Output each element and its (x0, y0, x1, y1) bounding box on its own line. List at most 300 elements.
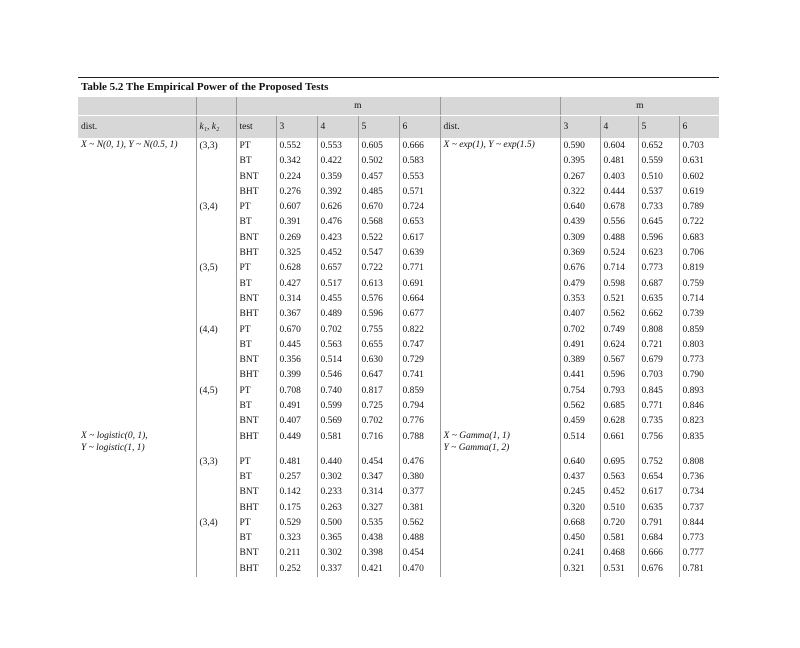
dist-left-line1: X ~ logistic(0, 1), (81, 430, 148, 441)
value-cell: 0.438 (358, 531, 399, 546)
value-cell: 0.605 (358, 138, 399, 154)
value-cell: 0.391 (276, 215, 317, 230)
value-cell: 0.407 (560, 307, 600, 322)
value-cell: 0.440 (317, 455, 358, 470)
value-cell: 0.489 (317, 307, 358, 322)
k-cell (196, 414, 236, 429)
test-cell: BHT (236, 246, 276, 261)
value-cell: 0.427 (276, 277, 317, 292)
value-cell: 0.553 (317, 138, 358, 154)
value-cell: 0.729 (399, 353, 440, 368)
value-cell: 0.581 (317, 430, 358, 455)
value-cell: 0.481 (276, 455, 317, 470)
value-cell: 0.653 (399, 215, 440, 230)
value-cell: 0.269 (276, 231, 317, 246)
value-cell: 0.789 (679, 200, 719, 215)
value-cell: 0.546 (317, 368, 358, 383)
value-cell: 0.437 (560, 470, 600, 485)
value-cell: 0.720 (600, 516, 638, 531)
value-cell: 0.635 (638, 501, 679, 516)
dist-right-line1: X ~ exp(1), Y ~ exp(1.5) (443, 140, 535, 150)
m-col-header: 5 (638, 116, 679, 139)
value-cell: 0.596 (600, 368, 638, 383)
value-cell: 0.666 (638, 546, 679, 561)
value-cell: 0.678 (600, 200, 638, 215)
table-row (78, 384, 719, 399)
table-row (78, 307, 719, 322)
dist-right (440, 170, 560, 185)
test-cell: BT (236, 277, 276, 292)
value-cell: 0.736 (679, 470, 719, 485)
value-cell: 0.655 (358, 338, 399, 353)
dist-left (78, 231, 196, 246)
value-cell: 0.685 (600, 399, 638, 414)
table-row (78, 414, 719, 429)
table-row (78, 399, 719, 414)
value-cell: 0.708 (276, 384, 317, 399)
dist-right (440, 323, 560, 338)
value-cell: 0.488 (399, 531, 440, 546)
dist-right (440, 215, 560, 230)
table-row (78, 185, 719, 200)
value-cell: 0.556 (600, 215, 638, 230)
value-cell: 0.468 (600, 546, 638, 561)
m-header-left: m (276, 97, 440, 116)
test-cell: PT (236, 323, 276, 338)
value-cell: 0.740 (317, 384, 358, 399)
m-header-right: m (560, 97, 719, 116)
dist-right (440, 353, 560, 368)
value-cell: 0.422 (317, 154, 358, 169)
value-cell: 0.445 (276, 338, 317, 353)
value-cell: 0.562 (399, 516, 440, 531)
value-cell: 0.754 (560, 384, 600, 399)
value-cell: 0.733 (638, 200, 679, 215)
k-cell (196, 562, 236, 577)
table-body (78, 138, 719, 577)
value-cell: 0.576 (358, 292, 399, 307)
table-row (78, 215, 719, 230)
value-cell: 0.571 (399, 185, 440, 200)
value-cell: 0.617 (638, 485, 679, 500)
value-cell: 0.224 (276, 170, 317, 185)
k-cell (196, 470, 236, 485)
k-cell (196, 215, 236, 230)
value-cell: 0.683 (679, 231, 719, 246)
dist-left (78, 353, 196, 368)
dist-right (440, 546, 560, 561)
table-row (78, 246, 719, 261)
value-cell: 0.485 (358, 185, 399, 200)
dist-right (440, 430, 560, 455)
value-cell: 0.679 (638, 353, 679, 368)
dist-left (78, 277, 196, 292)
table-row (78, 277, 719, 292)
test-cell: BNT (236, 292, 276, 307)
dist-right-line1: X ~ Gamma(1, 1) (443, 430, 510, 441)
value-cell: 0.703 (638, 368, 679, 383)
dist-right (440, 307, 560, 322)
value-cell: 0.631 (679, 154, 719, 169)
value-cell: 0.399 (276, 368, 317, 383)
k-cell (196, 338, 236, 353)
value-cell: 0.590 (560, 138, 600, 154)
value-cell: 0.563 (317, 338, 358, 353)
value-cell: 0.488 (600, 231, 638, 246)
value-cell: 0.452 (600, 485, 638, 500)
dist-right (440, 246, 560, 261)
value-cell: 0.661 (600, 430, 638, 455)
dist-left-line2: Y ~ logistic(1, 1) (81, 443, 145, 454)
value-cell: 0.531 (600, 562, 638, 577)
table-row (78, 455, 719, 470)
k-cell (196, 246, 236, 261)
value-cell: 0.670 (358, 200, 399, 215)
value-cell: 0.628 (276, 261, 317, 276)
dist-right (440, 399, 560, 414)
dist-left (78, 185, 196, 200)
value-cell: 0.459 (560, 414, 600, 429)
dist-right (440, 485, 560, 500)
value-cell: 0.510 (600, 501, 638, 516)
value-cell: 0.702 (560, 323, 600, 338)
k-cell: (4,4) (196, 323, 236, 338)
table-row (78, 485, 719, 500)
value-cell: 0.342 (276, 154, 317, 169)
value-cell: 0.359 (317, 170, 358, 185)
value-cell: 0.337 (317, 562, 358, 577)
test-cell: BT (236, 470, 276, 485)
test-cell: BHT (236, 430, 276, 455)
dist-left (78, 138, 196, 154)
dist-left (78, 154, 196, 169)
k-cell (196, 531, 236, 546)
header-row-m (78, 97, 719, 116)
value-cell: 0.777 (679, 546, 719, 561)
value-cell: 0.790 (679, 368, 719, 383)
value-cell: 0.444 (600, 185, 638, 200)
value-cell: 0.654 (638, 470, 679, 485)
value-cell: 0.695 (600, 455, 638, 470)
value-cell: 0.749 (600, 323, 638, 338)
value-cell: 0.822 (399, 323, 440, 338)
dist-right (440, 368, 560, 383)
value-cell: 0.691 (399, 277, 440, 292)
dist-left (78, 200, 196, 215)
value-cell: 0.628 (600, 414, 638, 429)
test-cell: BHT (236, 185, 276, 200)
k-header: k₁, k₂ (196, 116, 236, 139)
value-cell: 0.602 (679, 170, 719, 185)
value-cell: 0.687 (638, 277, 679, 292)
test-header: test (236, 116, 276, 139)
value-cell: 0.808 (638, 323, 679, 338)
k-cell (196, 399, 236, 414)
value-cell: 0.479 (560, 277, 600, 292)
test-cell: PT (236, 516, 276, 531)
k-cell (196, 430, 236, 455)
value-cell: 0.581 (600, 531, 638, 546)
value-cell: 0.664 (399, 292, 440, 307)
value-cell: 0.457 (358, 170, 399, 185)
dist-left (78, 516, 196, 531)
k-cell (196, 277, 236, 292)
dist-left (78, 292, 196, 307)
value-cell: 0.776 (399, 414, 440, 429)
value-cell: 0.756 (638, 430, 679, 455)
table-row (78, 170, 719, 185)
dist-left (78, 307, 196, 322)
dist-right (440, 455, 560, 470)
dist-left (78, 546, 196, 561)
value-cell: 0.652 (638, 138, 679, 154)
dist-left (78, 430, 196, 455)
value-cell: 0.596 (358, 307, 399, 322)
k-cell (196, 185, 236, 200)
table-row (78, 323, 719, 338)
value-cell: 0.793 (600, 384, 638, 399)
dist-left (78, 470, 196, 485)
value-cell: 0.562 (560, 399, 600, 414)
table-row (78, 231, 719, 246)
test-cell: PT (236, 384, 276, 399)
value-cell: 0.380 (399, 470, 440, 485)
value-cell: 0.389 (560, 353, 600, 368)
value-cell: 0.737 (679, 501, 719, 516)
k-cell: (3,4) (196, 200, 236, 215)
value-cell: 0.635 (638, 292, 679, 307)
value-cell: 0.623 (638, 246, 679, 261)
value-cell: 0.552 (276, 138, 317, 154)
dist-left (78, 414, 196, 429)
value-cell: 0.267 (560, 170, 600, 185)
value-cell: 0.325 (276, 246, 317, 261)
value-cell: 0.567 (600, 353, 638, 368)
dist-right (440, 338, 560, 353)
value-cell: 0.395 (560, 154, 600, 169)
k-cell (196, 170, 236, 185)
value-cell: 0.846 (679, 399, 719, 414)
value-cell: 0.450 (560, 531, 600, 546)
k-cell: (3,4) (196, 516, 236, 531)
test-cell: BNT (236, 546, 276, 561)
test-cell: PT (236, 261, 276, 276)
value-cell: 0.491 (560, 338, 600, 353)
value-cell: 0.476 (317, 215, 358, 230)
header-row (78, 116, 719, 139)
value-cell: 0.522 (358, 231, 399, 246)
value-cell: 0.599 (317, 399, 358, 414)
k-cell (196, 231, 236, 246)
value-cell: 0.547 (358, 246, 399, 261)
value-cell: 0.398 (358, 546, 399, 561)
dist-left (78, 323, 196, 338)
value-cell: 0.510 (638, 170, 679, 185)
dist-left (78, 562, 196, 577)
value-cell: 0.759 (679, 277, 719, 292)
k-cell (196, 292, 236, 307)
value-cell: 0.276 (276, 185, 317, 200)
value-cell: 0.302 (317, 470, 358, 485)
value-cell: 0.721 (638, 338, 679, 353)
value-cell: 0.808 (679, 455, 719, 470)
value-cell: 0.314 (358, 485, 399, 500)
value-cell: 0.481 (600, 154, 638, 169)
k-cell (196, 485, 236, 500)
value-cell: 0.252 (276, 562, 317, 577)
value-cell: 0.607 (276, 200, 317, 215)
value-cell: 0.613 (358, 277, 399, 292)
value-cell: 0.454 (399, 546, 440, 561)
value-cell: 0.322 (560, 185, 600, 200)
dist-left (78, 170, 196, 185)
value-cell: 0.702 (358, 414, 399, 429)
value-cell: 0.356 (276, 353, 317, 368)
value-cell: 0.791 (638, 516, 679, 531)
value-cell: 0.323 (276, 531, 317, 546)
value-cell: 0.640 (560, 200, 600, 215)
table-row (78, 546, 719, 561)
dist-left (78, 215, 196, 230)
dist-right (440, 261, 560, 276)
dist-right (440, 185, 560, 200)
k-cell: (3,5) (196, 261, 236, 276)
test-cell: PT (236, 138, 276, 154)
value-cell: 0.725 (358, 399, 399, 414)
value-cell: 0.819 (679, 261, 719, 276)
dist-right (440, 231, 560, 246)
table-row (78, 562, 719, 577)
value-cell: 0.407 (276, 414, 317, 429)
dist-left (78, 531, 196, 546)
value-cell: 0.706 (679, 246, 719, 261)
test-cell: BT (236, 399, 276, 414)
value-cell: 0.771 (399, 261, 440, 276)
value-cell: 0.529 (276, 516, 317, 531)
value-cell: 0.676 (638, 562, 679, 577)
m-col-header: 6 (679, 116, 719, 139)
table-row (78, 531, 719, 546)
value-cell: 0.773 (638, 261, 679, 276)
m-col-header: 5 (358, 116, 399, 139)
test-cell: BT (236, 215, 276, 230)
m-col-header: 3 (276, 116, 317, 139)
dist-right (440, 384, 560, 399)
value-cell: 0.666 (399, 138, 440, 154)
value-cell: 0.755 (358, 323, 399, 338)
m-col-header: 6 (399, 116, 440, 139)
table-row (78, 261, 719, 276)
dist-right (440, 470, 560, 485)
value-cell: 0.500 (317, 516, 358, 531)
table-row (78, 353, 719, 368)
value-cell: 0.327 (358, 501, 399, 516)
k-cell: (3,3) (196, 455, 236, 470)
value-cell: 0.714 (679, 292, 719, 307)
m-col-header: 4 (317, 116, 358, 139)
value-cell: 0.569 (317, 414, 358, 429)
value-cell: 0.377 (399, 485, 440, 500)
value-cell: 0.233 (317, 485, 358, 500)
value-cell: 0.788 (399, 430, 440, 455)
value-cell: 0.771 (638, 399, 679, 414)
value-cell: 0.568 (358, 215, 399, 230)
value-cell: 0.624 (600, 338, 638, 353)
value-cell: 0.773 (679, 353, 719, 368)
test-cell: BHT (236, 368, 276, 383)
value-cell: 0.142 (276, 485, 317, 500)
test-cell: PT (236, 200, 276, 215)
value-cell: 0.367 (276, 307, 317, 322)
table-row (78, 154, 719, 169)
dist-right-line2: Y ~ Gamma(1, 2) (443, 443, 510, 454)
k-cell (196, 307, 236, 322)
value-cell: 0.647 (358, 368, 399, 383)
value-cell: 0.703 (679, 138, 719, 154)
dist-right (440, 292, 560, 307)
value-cell: 0.423 (317, 231, 358, 246)
value-cell: 0.684 (638, 531, 679, 546)
value-cell: 0.421 (358, 562, 399, 577)
value-cell: 0.439 (560, 215, 600, 230)
value-cell: 0.321 (560, 562, 600, 577)
test-cell: BT (236, 531, 276, 546)
dist-left (78, 384, 196, 399)
dist-left (78, 485, 196, 500)
test-cell: BNT (236, 485, 276, 500)
value-cell: 0.535 (358, 516, 399, 531)
test-cell: BHT (236, 501, 276, 516)
test-cell: PT (236, 455, 276, 470)
value-cell: 0.563 (600, 470, 638, 485)
value-cell: 0.724 (399, 200, 440, 215)
dist-header: dist. (78, 116, 196, 139)
value-cell: 0.722 (679, 215, 719, 230)
value-cell: 0.470 (399, 562, 440, 577)
table-row (78, 470, 719, 485)
value-cell: 0.502 (358, 154, 399, 169)
k-cell (196, 546, 236, 561)
value-cell: 0.347 (358, 470, 399, 485)
value-cell: 0.702 (317, 323, 358, 338)
value-cell: 0.676 (560, 261, 600, 276)
value-cell: 0.716 (358, 430, 399, 455)
value-cell: 0.823 (679, 414, 719, 429)
value-cell: 0.263 (317, 501, 358, 516)
value-cell: 0.455 (317, 292, 358, 307)
value-cell: 0.893 (679, 384, 719, 399)
test-cell: BHT (236, 307, 276, 322)
dist-right (440, 277, 560, 292)
dist-right (440, 562, 560, 577)
dist-right (440, 154, 560, 169)
value-cell: 0.245 (560, 485, 600, 500)
value-cell: 0.562 (600, 307, 638, 322)
value-cell: 0.734 (679, 485, 719, 500)
value-cell: 0.752 (638, 455, 679, 470)
value-cell: 0.320 (560, 501, 600, 516)
value-cell: 0.381 (399, 501, 440, 516)
dist-left (78, 261, 196, 276)
value-cell: 0.835 (679, 430, 719, 455)
value-cell: 0.449 (276, 430, 317, 455)
dist-left (78, 338, 196, 353)
k-cell (196, 368, 236, 383)
dist-left (78, 368, 196, 383)
k-cell: (3,3) (196, 138, 236, 154)
value-cell: 0.524 (600, 246, 638, 261)
k-cell: (4,5) (196, 384, 236, 399)
